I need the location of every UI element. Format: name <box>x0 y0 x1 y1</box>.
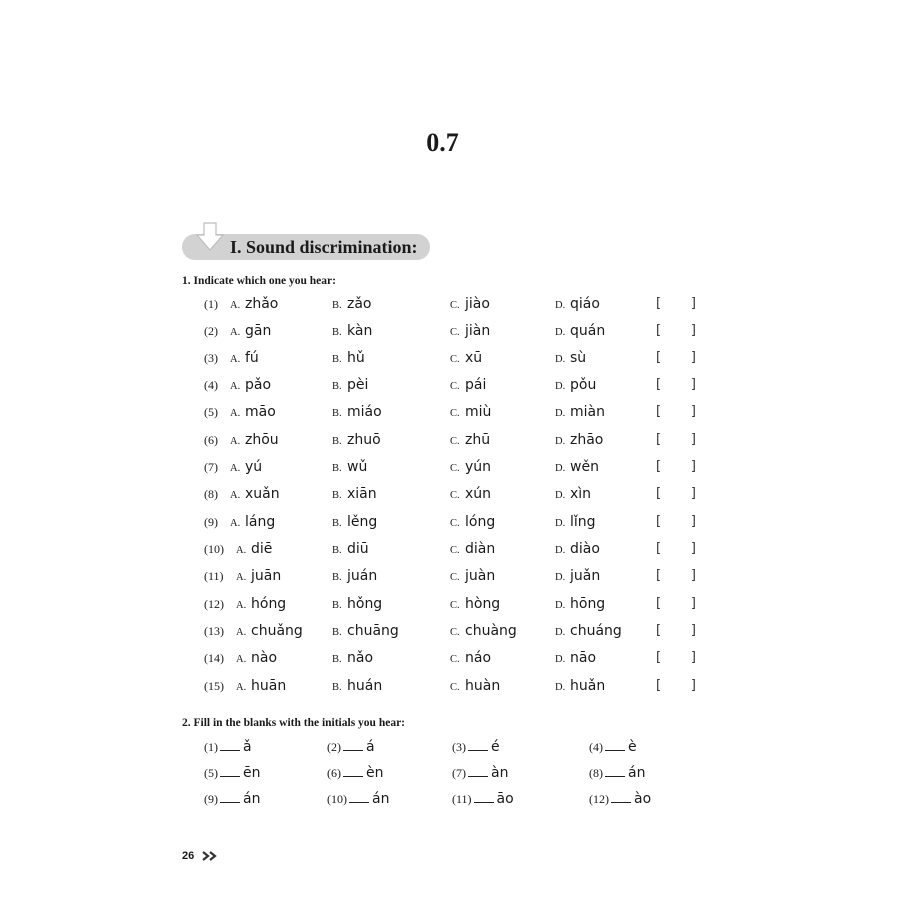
option-text: pǎo <box>245 377 272 393</box>
bracket-close: ] <box>690 323 696 338</box>
option-c[interactable] <box>450 594 500 616</box>
final-text: ào <box>634 791 652 807</box>
question-2-heading: 2. Fill in the blanks with the initials you hear: <box>182 717 406 729</box>
option-letter: C. <box>450 381 460 392</box>
option-text: qiáo <box>570 296 600 312</box>
option-text: hǔ <box>347 350 365 366</box>
option-text: lóng <box>465 514 496 530</box>
choice-row <box>0 566 900 586</box>
option-letter: D. <box>555 572 566 583</box>
bracket-close: ] <box>690 459 696 474</box>
option-b[interactable] <box>332 648 373 670</box>
blank-line[interactable] <box>220 738 240 751</box>
option-text: láng <box>245 514 276 530</box>
option-b[interactable] <box>332 348 365 370</box>
fill-item <box>589 763 645 783</box>
option-text: kàn <box>347 323 373 339</box>
option-text: diū <box>347 541 369 557</box>
final-text: è <box>628 739 637 755</box>
option-b[interactable] <box>332 402 382 424</box>
option-a[interactable] <box>230 484 280 506</box>
question-1-heading: 1. Indicate which one you hear: <box>182 275 336 287</box>
bracket-open: [ <box>656 404 662 419</box>
option-text: diào <box>570 541 600 557</box>
final-text: āo <box>496 791 514 807</box>
option-letter: B. <box>332 463 342 474</box>
choice-row <box>0 676 900 696</box>
option-a[interactable] <box>236 539 272 561</box>
option-letter: B. <box>332 490 342 501</box>
option-text: xuǎn <box>245 486 280 502</box>
fill-item <box>589 789 651 809</box>
choice-row <box>0 594 900 614</box>
option-d[interactable] <box>555 402 605 424</box>
option-c[interactable] <box>450 648 491 670</box>
option-text: juān <box>251 568 282 584</box>
option-b[interactable] <box>332 375 368 397</box>
option-letter: D. <box>555 381 566 392</box>
item-number: (8) <box>589 766 603 780</box>
option-c[interactable] <box>450 430 490 452</box>
blank-line[interactable] <box>605 738 625 751</box>
option-text: jiàn <box>465 323 491 339</box>
double-chevron-right-icon <box>202 851 220 861</box>
option-letter: A. <box>236 545 247 556</box>
option-d[interactable] <box>555 539 600 561</box>
item-number: (1) <box>204 297 218 311</box>
item-number: (7) <box>452 766 466 780</box>
option-letter: A. <box>230 463 241 474</box>
item-number: (11) <box>204 569 224 583</box>
bracket-close: ] <box>690 404 696 419</box>
option-a[interactable] <box>230 348 259 370</box>
option-text: juàn <box>465 568 496 584</box>
option-c[interactable] <box>450 402 491 424</box>
option-letter: B. <box>332 518 342 529</box>
option-text: miàn <box>570 404 605 420</box>
option-a[interactable] <box>230 457 262 479</box>
bracket-close: ] <box>690 541 696 556</box>
option-d[interactable] <box>555 594 605 616</box>
option-letter: C. <box>450 436 460 447</box>
option-letter: B. <box>332 300 342 311</box>
item-number: (8) <box>204 487 218 501</box>
choice-row <box>0 348 900 368</box>
option-text: chuāng <box>347 623 399 639</box>
option-letter: A. <box>230 518 241 529</box>
item-number: (3) <box>452 740 466 754</box>
option-a[interactable] <box>236 594 286 616</box>
bracket-open: [ <box>656 350 662 365</box>
option-letter: A. <box>236 600 247 611</box>
option-letter: C. <box>450 627 460 638</box>
item-number: (10) <box>204 542 224 556</box>
option-text: diē <box>251 541 273 557</box>
option-letter: A. <box>230 490 241 501</box>
option-d[interactable] <box>555 648 596 670</box>
fill-item <box>327 737 375 757</box>
blank-line[interactable] <box>343 738 363 751</box>
choice-row <box>0 402 900 422</box>
bracket-open: [ <box>656 296 662 311</box>
bracket-close: ] <box>690 623 696 638</box>
option-letter: B. <box>332 436 342 447</box>
item-number: (6) <box>204 433 218 447</box>
option-letter: C. <box>450 572 460 583</box>
item-number: (15) <box>204 679 224 693</box>
option-letter: C. <box>450 300 460 311</box>
option-c[interactable] <box>450 348 482 370</box>
bracket-close: ] <box>690 596 696 611</box>
option-letter: D. <box>555 490 566 501</box>
bracket-open: [ <box>656 541 662 556</box>
blank-line[interactable] <box>220 790 240 803</box>
option-b[interactable] <box>332 321 372 343</box>
option-text: nào <box>251 650 278 666</box>
fill-item <box>589 737 637 757</box>
option-d[interactable] <box>555 348 586 370</box>
option-letter: A. <box>236 572 247 583</box>
option-text: diàn <box>465 541 496 557</box>
option-letter: A. <box>230 300 241 311</box>
option-a[interactable] <box>230 375 271 397</box>
option-d[interactable] <box>555 512 596 534</box>
option-text: chuàng <box>465 623 517 639</box>
option-letter: B. <box>332 682 342 693</box>
option-text: nāo <box>570 650 597 666</box>
final-text: ēn <box>243 765 261 781</box>
fill-item <box>327 763 384 783</box>
bracket-close: ] <box>690 296 696 311</box>
item-number: (14) <box>204 651 224 665</box>
option-letter: D. <box>555 463 566 474</box>
option-text: zhū <box>465 432 491 448</box>
option-letter: B. <box>332 600 342 611</box>
bracket-open: [ <box>656 568 662 583</box>
option-letter: B. <box>332 627 342 638</box>
option-text: xiān <box>347 486 377 502</box>
choice-row <box>0 621 900 641</box>
option-text: xìn <box>570 486 592 502</box>
option-text: fú <box>245 350 259 366</box>
option-letter: C. <box>450 463 460 474</box>
option-d[interactable] <box>555 484 591 506</box>
option-text: chuǎng <box>251 623 303 639</box>
option-b[interactable] <box>332 294 372 316</box>
item-number: (12) <box>589 792 609 806</box>
bracket-close: ] <box>690 486 696 501</box>
option-d[interactable] <box>555 457 599 479</box>
option-letter: C. <box>450 600 460 611</box>
option-text: quán <box>570 323 606 339</box>
item-number: (13) <box>204 624 224 638</box>
item-number: (5) <box>204 766 218 780</box>
blank-line[interactable] <box>220 764 240 777</box>
option-letter: D. <box>555 627 566 638</box>
option-a[interactable] <box>230 430 279 452</box>
final-text: án <box>372 791 390 807</box>
option-c[interactable] <box>450 321 490 343</box>
option-b[interactable] <box>332 457 367 479</box>
option-a[interactable] <box>230 321 271 343</box>
bracket-open: [ <box>656 623 662 638</box>
option-letter: D. <box>555 327 566 338</box>
option-letter: D. <box>555 300 566 311</box>
option-letter: D. <box>555 682 566 693</box>
final-text: ǎ <box>243 739 252 755</box>
option-text: zhāo <box>570 432 604 448</box>
option-letter: B. <box>332 572 342 583</box>
option-b[interactable] <box>332 539 369 561</box>
choice-row <box>0 294 900 314</box>
option-b[interactable] <box>332 430 381 452</box>
fill-item <box>327 789 389 809</box>
item-number: (7) <box>204 460 218 474</box>
option-c[interactable] <box>450 539 495 561</box>
option-text: jiào <box>465 296 490 312</box>
section-title: I. Sound discrimination: <box>230 237 418 257</box>
option-text: huān <box>251 678 287 694</box>
choice-row <box>0 375 900 395</box>
blank-line[interactable] <box>468 764 488 777</box>
final-text: á <box>366 739 375 755</box>
page-number: 26 <box>182 850 195 862</box>
option-text: pái <box>465 377 487 393</box>
item-number: (1) <box>204 740 218 754</box>
option-text: wǔ <box>347 459 368 475</box>
option-letter: D. <box>555 354 566 365</box>
option-b[interactable] <box>332 484 377 506</box>
option-text: hǒng <box>347 596 383 612</box>
blank-line[interactable] <box>349 790 369 803</box>
item-number: (9) <box>204 515 218 529</box>
option-c[interactable] <box>450 375 486 397</box>
option-letter: D. <box>555 545 566 556</box>
option-d[interactable] <box>555 375 596 397</box>
down-arrow-icon <box>194 222 226 252</box>
option-letter: D. <box>555 436 566 447</box>
option-letter: B. <box>332 327 342 338</box>
final-text: àn <box>491 765 509 781</box>
blank-line[interactable] <box>343 764 363 777</box>
bracket-open: [ <box>656 678 662 693</box>
option-c[interactable] <box>450 621 517 643</box>
option-letter: A. <box>230 408 241 419</box>
option-text: miù <box>465 404 492 420</box>
option-text: yún <box>465 459 492 475</box>
item-number: (5) <box>204 405 218 419</box>
blank-line[interactable] <box>474 790 494 803</box>
bracket-open: [ <box>656 459 662 474</box>
bracket-open: [ <box>656 596 662 611</box>
option-text: miáo <box>347 404 382 420</box>
option-letter: A. <box>236 654 247 665</box>
blank-line[interactable] <box>468 738 488 751</box>
choice-row <box>0 512 900 532</box>
option-letter: B. <box>332 381 342 392</box>
bracket-close: ] <box>690 350 696 365</box>
option-text: pǒu <box>570 377 597 393</box>
option-b[interactable] <box>332 566 377 588</box>
option-text: sù <box>570 350 587 366</box>
option-text: huǎn <box>570 678 606 694</box>
option-text: náo <box>465 650 492 666</box>
fill-item <box>204 763 261 783</box>
choice-row <box>0 648 900 668</box>
option-text: wěn <box>570 459 599 475</box>
option-text: hòng <box>465 596 501 612</box>
option-letter: D. <box>555 408 566 419</box>
bracket-close: ] <box>690 568 696 583</box>
option-letter: B. <box>332 408 342 419</box>
page-title: 0.7 <box>426 128 459 157</box>
option-letter: D. <box>555 654 566 665</box>
fill-item <box>452 789 514 809</box>
option-text: lǐng <box>570 514 596 530</box>
option-letter: B. <box>332 545 342 556</box>
bracket-close: ] <box>690 678 696 693</box>
option-letter: C. <box>450 490 460 501</box>
option-text: hóng <box>251 596 287 612</box>
option-letter: C. <box>450 408 460 419</box>
bracket-open: [ <box>656 650 662 665</box>
option-text: gān <box>245 323 272 339</box>
option-c[interactable] <box>450 566 495 588</box>
option-text: juǎn <box>570 568 601 584</box>
item-number: (10) <box>327 792 347 806</box>
bracket-open: [ <box>656 432 662 447</box>
option-letter: B. <box>332 654 342 665</box>
option-letter: C. <box>450 354 460 365</box>
option-letter: A. <box>230 436 241 447</box>
option-a[interactable] <box>236 566 281 588</box>
item-number: (9) <box>204 792 218 806</box>
option-b[interactable] <box>332 512 377 534</box>
bracket-open: [ <box>656 514 662 529</box>
option-letter: D. <box>555 600 566 611</box>
bracket-open: [ <box>656 323 662 338</box>
final-text: é <box>491 739 500 755</box>
option-d[interactable] <box>555 566 600 588</box>
option-text: huán <box>347 678 383 694</box>
option-a[interactable] <box>230 402 276 424</box>
option-letter: A. <box>230 354 241 365</box>
option-d[interactable] <box>555 621 622 643</box>
choice-row <box>0 457 900 477</box>
item-number: (4) <box>204 378 218 392</box>
item-number: (4) <box>589 740 603 754</box>
option-letter: C. <box>450 654 460 665</box>
option-text: yú <box>245 459 263 475</box>
option-letter: C. <box>450 327 460 338</box>
section-banner <box>182 234 430 260</box>
option-b[interactable] <box>332 621 399 643</box>
option-letter: A. <box>236 627 247 638</box>
choice-row <box>0 539 900 559</box>
option-c[interactable] <box>450 294 490 316</box>
option-text: huàn <box>465 678 501 694</box>
bracket-close: ] <box>690 432 696 447</box>
option-letter: A. <box>230 381 241 392</box>
option-d[interactable] <box>555 321 605 343</box>
item-number: (12) <box>204 597 224 611</box>
option-text: zhǎo <box>245 296 279 312</box>
item-number: (11) <box>452 792 472 806</box>
option-a[interactable] <box>230 512 275 534</box>
option-text: xún <box>465 486 492 502</box>
page-footer <box>182 850 220 862</box>
item-number: (3) <box>204 351 218 365</box>
option-text: pèi <box>347 377 369 393</box>
fill-item <box>452 763 508 783</box>
fill-item <box>204 789 260 809</box>
final-text: èn <box>366 765 384 781</box>
blank-line[interactable] <box>611 790 631 803</box>
final-text: án <box>243 791 261 807</box>
option-text: xū <box>465 350 483 366</box>
option-c[interactable] <box>450 484 491 506</box>
fill-item <box>452 737 500 757</box>
bracket-open: [ <box>656 377 662 392</box>
option-b[interactable] <box>332 676 382 698</box>
bracket-close: ] <box>690 514 696 529</box>
option-letter: C. <box>450 518 460 529</box>
item-number: (6) <box>327 766 341 780</box>
choice-row <box>0 484 900 504</box>
option-d[interactable] <box>555 430 603 452</box>
bracket-close: ] <box>690 377 696 392</box>
option-a[interactable] <box>236 676 286 698</box>
option-a[interactable] <box>230 294 278 316</box>
option-letter: C. <box>450 545 460 556</box>
option-d[interactable] <box>555 676 605 698</box>
option-text: nǎo <box>347 650 374 666</box>
choice-row <box>0 430 900 450</box>
option-c[interactable] <box>450 512 495 534</box>
option-b[interactable] <box>332 594 382 616</box>
option-text: hōng <box>570 596 606 612</box>
item-number: (2) <box>327 740 341 754</box>
option-a[interactable] <box>236 621 303 643</box>
choice-row <box>0 321 900 341</box>
option-letter: D. <box>555 518 566 529</box>
option-text: māo <box>245 404 276 420</box>
option-letter: C. <box>450 682 460 693</box>
option-text: chuáng <box>570 623 622 639</box>
option-text: lěng <box>347 514 378 530</box>
option-letter: B. <box>332 354 342 365</box>
option-d[interactable] <box>555 294 600 316</box>
option-a[interactable] <box>236 648 277 670</box>
option-text: juán <box>347 568 378 584</box>
option-text: zhuō <box>347 432 381 448</box>
blank-line[interactable] <box>605 764 625 777</box>
option-c[interactable] <box>450 676 500 698</box>
bracket-close: ] <box>690 650 696 665</box>
option-letter: A. <box>230 327 241 338</box>
item-number: (2) <box>204 324 218 338</box>
option-c[interactable] <box>450 457 491 479</box>
final-text: án <box>628 765 646 781</box>
bracket-open: [ <box>656 486 662 501</box>
option-text: zǎo <box>347 296 372 312</box>
option-letter: A. <box>236 682 247 693</box>
option-text: zhōu <box>245 432 279 448</box>
fill-item <box>204 737 252 757</box>
